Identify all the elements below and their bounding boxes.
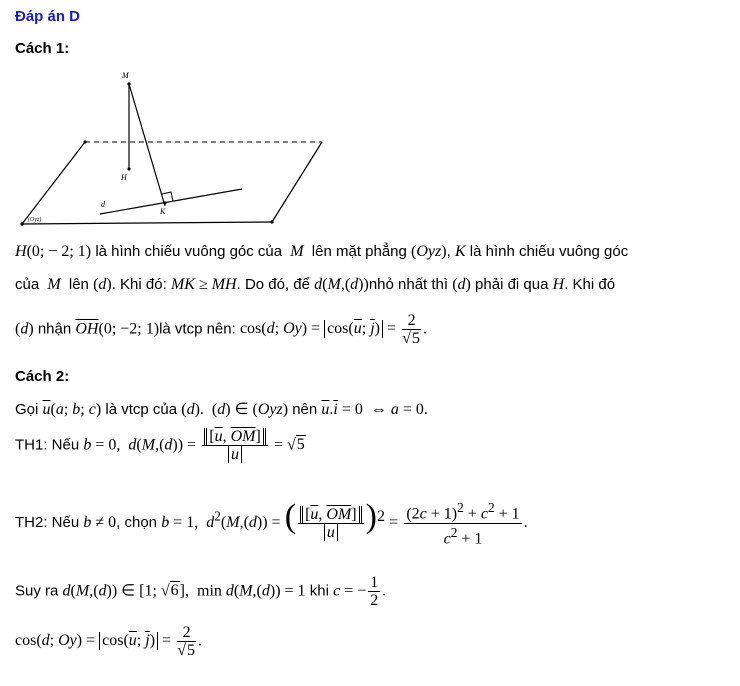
method1-line3: (d) nhận $\overline{OH}(0$; −2; 1)là vtcp nên: cos(d; $Oy) = \cos(\overline{u}$; $\overline{j}$) = $\frac{2}{√5}$ . bbox=[15, 312, 427, 347]
label-H: H bbox=[121, 173, 127, 182]
final-cos-line: cos(d; $Oy) = \cos(\overline{u}$; $\overline{j}$) = $\frac{2}{√5}$ . bbox=[15, 624, 202, 659]
label-d: d bbox=[101, 200, 105, 209]
geometry-figure bbox=[0, 62, 340, 232]
case1-line: TH1: Nếu b = 0, d(M,(d)) = $\frac{[\overline{u}, \overline{OM}]}{u}$ = √5 bbox=[15, 428, 305, 463]
conclusion-line: Suy ra d(M,(d)) ∈ [1; √6], min d(M,(d)) = 1 khi c = − $\frac{1}{2}$ . bbox=[15, 574, 387, 609]
method1-line2: của M lên (d). Khi đó: MK ≥ MH. Do đó, để d(M,(d))nhỏ nhất thì (d) phải đi qua H. Khi đó bbox=[15, 276, 616, 293]
method1-heading: Cách 1: bbox=[15, 40, 70, 57]
label-plane: (Oyz) bbox=[28, 217, 42, 223]
label-K: K bbox=[160, 207, 166, 216]
method1-line1: H(0; − 2; 1) là hình chiếu vuông góc của M lên mặt phẳng (Oyz), K là hình chiếu vuông góc bbox=[15, 243, 629, 260]
method2-line1: Gọi $\overline{u}(a$; b; c) là vtcp của (d). (d) ∈ (Oyz) nên $\overline{u}.\overline{i} = 0$ ⇔ a = 0. bbox=[15, 401, 428, 418]
answer-label: Đáp án D bbox=[15, 8, 81, 25]
case2-line: TH2: Nếu b ≠ 0, chọn b = 1, $d^2(M,(d))$ = ( $\frac{[\overline{u}, \overline{OM}]}{u}$ )$^2$ = $\frac{(2c + 1)^2 + c^2 + 1}{c^2 + 1}$ . bbox=[15, 498, 528, 547]
method2-heading: Cách 2: bbox=[15, 368, 70, 385]
label-M: M bbox=[122, 71, 129, 80]
